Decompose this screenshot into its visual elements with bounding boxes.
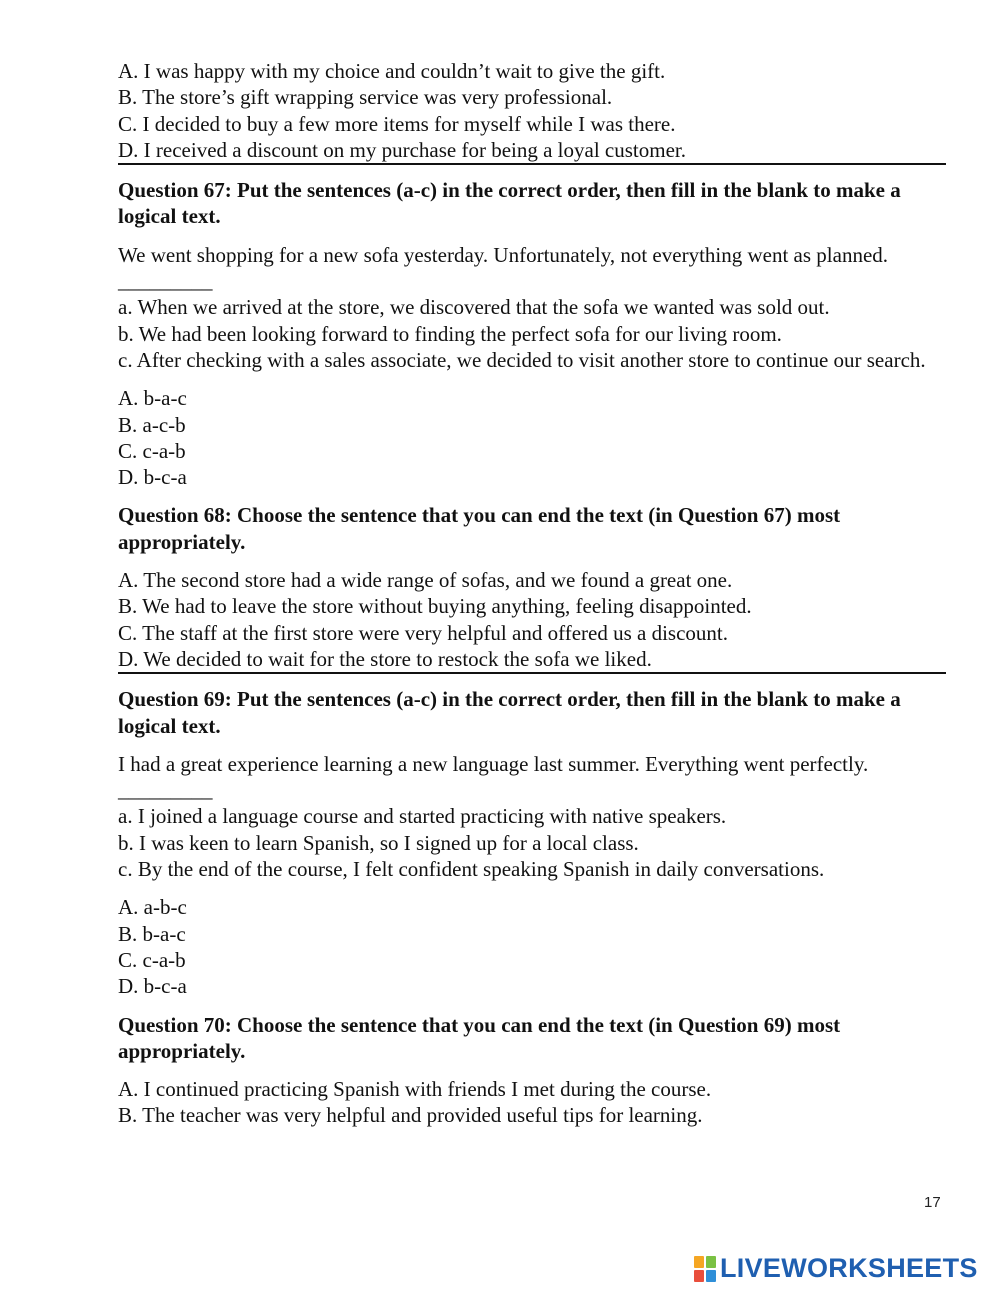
worksheet-page <box>118 58 944 1129</box>
question-67-heading: Question 67: Put the sentences (a-c) in the correct order, then fill in the blank to make a logical text. <box>118 178 901 229</box>
option-b[interactable]: B. a-c-b <box>118 412 186 437</box>
option-d[interactable]: D. b-c-a <box>118 465 187 490</box>
question-68-heading: Question 68: Choose the sentence that you can end the text (in Question 67) most appropriately. <box>118 503 841 554</box>
option-a[interactable]: A. I continued practicing Spanish with friends I met during the course. <box>118 1077 712 1102</box>
option-a[interactable]: A. The second store had a wide range of sofas, and we found a great one. <box>118 568 733 593</box>
option-d[interactable]: D. b-c-a <box>118 974 187 999</box>
sentence-a: a. I joined a language course and started practicing with native speakers. <box>118 804 727 829</box>
q66-options <box>118 58 944 165</box>
option-c[interactable]: C. c-a-b <box>118 947 186 972</box>
question-69-text: I had a great experience learning a new language last summer. Everything went perfectly. _________ <box>118 751 874 803</box>
option-d[interactable]: D. I received a discount on my purchase for being a loyal customer. <box>118 137 946 165</box>
question-70-heading: Question 70: Choose the sentence that you can end the text (in Question 69) most appropriately. <box>118 1012 841 1063</box>
question-69-heading: Question 69: Put the sentences (a-c) in the correct order, then fill in the blank to make a logical text. <box>118 687 901 738</box>
liveworksheets-logo-icon <box>694 1256 716 1282</box>
option-c[interactable]: C. c-a-b <box>118 438 186 463</box>
brand-name: LIVEWORKSHEETS <box>720 1253 978 1283</box>
brand-footer[interactable] <box>694 1253 978 1284</box>
option-b[interactable]: B. The teacher was very helpful and provided useful tips for learning. <box>118 1103 703 1128</box>
page-number: 17 <box>924 1194 941 1211</box>
option-b[interactable]: B. b-a-c <box>118 921 186 946</box>
option-a[interactable]: A. b-a-c <box>118 386 187 411</box>
option-b[interactable]: B. The store’s gift wrapping service was very professional. <box>118 85 613 110</box>
option-c[interactable]: C. The staff at the first store were very helpful and offered us a discount. <box>118 620 728 645</box>
option-a[interactable]: A. a-b-c <box>118 895 187 920</box>
option-a[interactable]: A. I was happy with my choice and couldn’t wait to give the gift. <box>118 59 666 83</box>
option-d[interactable]: D. We decided to wait for the store to restock the sofa we liked. <box>118 646 946 674</box>
sentence-c: c. By the end of the course, I felt confident speaking Spanish in daily conversations. <box>118 857 825 882</box>
option-c[interactable]: C. I decided to buy a few more items for myself while I was there. <box>118 111 676 136</box>
option-b[interactable]: B. We had to leave the store without buying anything, feeling disappointed. <box>118 594 752 619</box>
question-67-text: We went shopping for a new sofa yesterday. Unfortunately, not everything went as planned. _________ <box>118 242 894 294</box>
sentence-c: c. After checking with a sales associate, we decided to visit another store to continue our search. <box>118 347 926 372</box>
sentence-b: b. We had been looking forward to finding the perfect sofa for our living room. <box>118 321 782 346</box>
sentence-a: a. When we arrived at the store, we discovered that the sofa we wanted was sold out. <box>118 295 830 320</box>
sentence-b: b. I was keen to learn Spanish, so I signed up for a local class. <box>118 830 639 855</box>
